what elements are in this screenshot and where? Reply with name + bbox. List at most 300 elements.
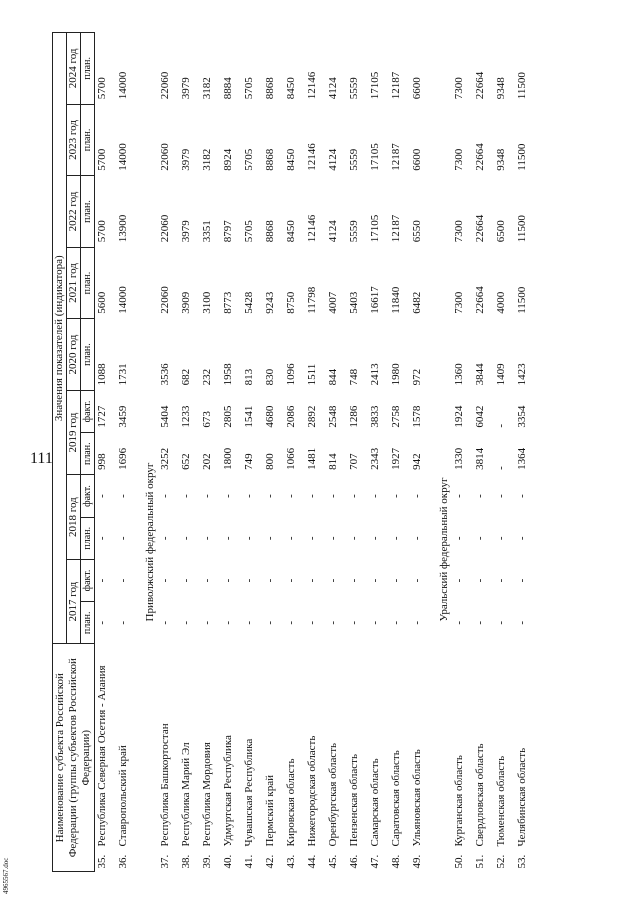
value-cell: 22060 bbox=[159, 71, 171, 100]
value-cell: - bbox=[180, 620, 192, 625]
value-cell: - bbox=[96, 620, 108, 625]
value-cell: 6550 bbox=[411, 220, 423, 243]
value-cell: 11798 bbox=[306, 286, 318, 314]
value-cell: 8450 bbox=[285, 77, 297, 100]
value-cell: 2548 bbox=[327, 405, 339, 428]
region-name: Оренбургская область bbox=[327, 742, 339, 847]
value-cell: - bbox=[453, 578, 465, 583]
value-cell: 3844 bbox=[474, 363, 486, 386]
value-cell: 7300 bbox=[453, 77, 465, 100]
value-cell: - bbox=[201, 536, 213, 541]
region-name: Нижегородская область bbox=[306, 735, 318, 847]
value-cell: - bbox=[243, 536, 255, 541]
value-cell: - bbox=[495, 423, 507, 428]
value-cell: 16617 bbox=[369, 286, 381, 314]
value-cell: 8773 bbox=[222, 291, 234, 314]
value-cell: - bbox=[180, 536, 192, 541]
value-cell: - bbox=[285, 536, 297, 541]
value-cell: 942 bbox=[411, 453, 423, 470]
region-name: Кировская область bbox=[285, 758, 297, 847]
value-cell: - bbox=[243, 578, 255, 583]
table-row bbox=[263, 33, 278, 872]
value-cell: 14000 bbox=[117, 286, 129, 314]
region-cell bbox=[305, 644, 320, 872]
header-plan: план. bbox=[81, 319, 95, 391]
table-row bbox=[368, 33, 383, 872]
value-cell: 22060 bbox=[159, 143, 171, 171]
table-row bbox=[389, 33, 404, 872]
table-row bbox=[158, 33, 173, 872]
table-header bbox=[53, 33, 95, 872]
value-cell: 3536 bbox=[159, 363, 171, 386]
value-cell: 814 bbox=[327, 453, 339, 470]
section-row bbox=[143, 33, 158, 872]
region-name: Республика Мордовия bbox=[201, 742, 213, 847]
value-cell: 4007 bbox=[327, 291, 339, 314]
value-cell: 5404 bbox=[159, 405, 171, 428]
row-number: 37. bbox=[159, 854, 171, 869]
value-cell: 844 bbox=[327, 368, 339, 386]
value-cell: - bbox=[117, 494, 129, 498]
row-number: 44. bbox=[306, 854, 318, 869]
row-number: 47. bbox=[369, 854, 381, 869]
value-cell: 2413 bbox=[369, 363, 381, 386]
table-row bbox=[452, 33, 467, 872]
value-cell: 8884 bbox=[222, 77, 234, 100]
value-cell: - bbox=[96, 578, 108, 583]
table-row bbox=[347, 33, 362, 872]
value-cell: 1360 bbox=[453, 363, 465, 386]
value-cell: 202 bbox=[201, 453, 213, 470]
value-cell: 1731 bbox=[117, 363, 129, 386]
value-cell: 6482 bbox=[411, 291, 423, 314]
value-cell: - bbox=[222, 494, 234, 498]
value-cell: 5705 bbox=[243, 77, 255, 100]
value-cell: 1423 bbox=[516, 363, 528, 386]
value-cell: - bbox=[411, 578, 423, 583]
value-cell: - bbox=[453, 536, 465, 541]
header-year: 2017 год bbox=[67, 559, 81, 644]
section-label: Уральский федеральный округ bbox=[438, 477, 450, 622]
region-name: Пермский край bbox=[264, 775, 276, 847]
value-cell: - bbox=[117, 536, 129, 541]
footer-doc-code: 4965567.doc bbox=[2, 857, 10, 894]
header-year: 2023 год bbox=[67, 104, 81, 176]
value-cell: - bbox=[159, 536, 171, 541]
row-number: 38. bbox=[180, 854, 192, 869]
header-year: 2018 год bbox=[67, 475, 81, 560]
row-number: 36. bbox=[117, 854, 129, 869]
value-cell: 22664 bbox=[474, 286, 486, 314]
value-cell: 3833 bbox=[369, 405, 381, 428]
value-cell: - bbox=[96, 536, 108, 541]
value-cell: 1800 bbox=[222, 447, 234, 470]
region-cell bbox=[473, 644, 488, 872]
value-cell: 1924 bbox=[453, 405, 465, 428]
region-cell bbox=[221, 644, 236, 872]
value-cell: - bbox=[369, 578, 381, 583]
value-cell: 8868 bbox=[264, 77, 276, 100]
value-cell: 749 bbox=[243, 453, 255, 470]
header-year: 2020 год bbox=[67, 319, 81, 391]
value-cell: - bbox=[285, 578, 297, 583]
value-cell: 5559 bbox=[348, 77, 360, 100]
value-cell: 1330 bbox=[453, 447, 465, 470]
section-row bbox=[437, 33, 452, 872]
value-cell: 1727 bbox=[96, 405, 108, 428]
value-cell: 5700 bbox=[96, 220, 108, 243]
region-cell bbox=[326, 644, 341, 872]
value-cell: 998 bbox=[96, 453, 108, 470]
value-cell: - bbox=[201, 620, 213, 625]
value-cell: - bbox=[222, 536, 234, 541]
value-cell: 7300 bbox=[453, 148, 465, 171]
value-cell: - bbox=[495, 578, 507, 583]
value-cell: - bbox=[390, 536, 402, 541]
value-cell: - bbox=[390, 494, 402, 498]
value-cell: - bbox=[369, 620, 381, 625]
table-row bbox=[326, 33, 341, 872]
value-cell: 12146 bbox=[306, 214, 318, 243]
region-name: Пензенская область bbox=[348, 754, 360, 847]
header-name-column: Наименование субъекта Российской Федерации (группы субъектов Российской Федерации) bbox=[53, 644, 95, 872]
value-cell: - bbox=[264, 578, 276, 583]
section-label: Приволжский федеральный округ bbox=[144, 462, 156, 622]
value-cell: 1088 bbox=[96, 363, 108, 386]
value-cell: - bbox=[327, 536, 339, 541]
row-number: 40. bbox=[222, 854, 234, 869]
value-cell: 7300 bbox=[453, 220, 465, 243]
row-number: 50. bbox=[453, 854, 465, 869]
region-cell bbox=[95, 644, 111, 872]
value-cell: - bbox=[306, 620, 318, 625]
value-cell: 2343 bbox=[369, 447, 381, 470]
value-cell: 3252 bbox=[159, 447, 171, 470]
row-number: 39. bbox=[201, 854, 213, 869]
value-cell: 1066 bbox=[285, 447, 297, 470]
value-cell: - bbox=[516, 620, 528, 625]
value-cell: - bbox=[516, 494, 528, 498]
value-cell: 2805 bbox=[222, 405, 234, 428]
region-name: Саратовская область bbox=[390, 750, 402, 847]
value-cell: - bbox=[222, 620, 234, 625]
value-cell: 1286 bbox=[348, 405, 360, 428]
value-cell: - bbox=[516, 536, 528, 541]
header-plan: план. bbox=[81, 247, 95, 319]
row-number: 49. bbox=[411, 854, 423, 869]
value-cell: 1511 bbox=[306, 363, 318, 386]
value-cell: 11840 bbox=[390, 286, 402, 314]
value-cell: - bbox=[264, 620, 276, 625]
value-cell: - bbox=[264, 536, 276, 541]
row-number: 42. bbox=[264, 854, 276, 869]
value-cell: 3979 bbox=[180, 148, 192, 171]
value-cell: 14000 bbox=[117, 143, 129, 171]
value-cell: - bbox=[348, 620, 360, 625]
value-cell: 17105 bbox=[369, 71, 381, 100]
value-cell: 1096 bbox=[285, 363, 297, 386]
value-cell: 2086 bbox=[285, 405, 297, 428]
value-cell: - bbox=[327, 578, 339, 583]
region-cell bbox=[515, 644, 530, 872]
value-cell: 652 bbox=[180, 453, 192, 470]
value-cell: - bbox=[117, 620, 129, 625]
value-cell: 3979 bbox=[180, 220, 192, 243]
value-cell: - bbox=[348, 536, 360, 541]
header-plan: план. bbox=[81, 602, 95, 644]
value-cell: 8797 bbox=[222, 220, 234, 243]
value-cell: 11500 bbox=[516, 286, 528, 314]
value-cell: 800 bbox=[264, 453, 276, 470]
indicator-table bbox=[52, 32, 536, 872]
region-cell bbox=[284, 644, 299, 872]
header-year: 2021 год bbox=[67, 247, 81, 319]
value-cell: 5600 bbox=[96, 291, 108, 314]
value-cell: 8750 bbox=[285, 291, 297, 314]
value-cell: 3354 bbox=[516, 405, 528, 428]
value-cell: 5700 bbox=[96, 77, 108, 100]
value-cell: 17105 bbox=[369, 214, 381, 243]
value-cell: - bbox=[390, 578, 402, 583]
value-cell: - bbox=[390, 620, 402, 625]
table-row bbox=[305, 33, 320, 872]
row-number: 52. bbox=[495, 854, 507, 869]
value-cell: 11500 bbox=[516, 143, 528, 171]
header-fact: факт. bbox=[81, 559, 95, 601]
row-number: 41. bbox=[243, 854, 255, 869]
value-cell: - bbox=[411, 536, 423, 541]
value-cell: 1958 bbox=[222, 363, 234, 386]
region-name: Чувашская Республика bbox=[243, 738, 255, 847]
value-cell: 17105 bbox=[369, 143, 381, 171]
value-cell: - bbox=[495, 620, 507, 625]
value-cell: - bbox=[411, 620, 423, 625]
region-cell bbox=[179, 644, 194, 872]
value-cell: 4124 bbox=[327, 220, 339, 243]
value-cell: 9348 bbox=[495, 148, 507, 171]
value-cell: 12187 bbox=[390, 71, 402, 100]
value-cell: - bbox=[222, 578, 234, 583]
region-name: Тюменская область bbox=[495, 755, 507, 847]
region-name: Ульяновская область bbox=[411, 749, 423, 847]
value-cell: 682 bbox=[180, 368, 192, 386]
value-cell: - bbox=[306, 578, 318, 583]
table-row bbox=[221, 33, 236, 872]
value-cell: 8450 bbox=[285, 148, 297, 171]
value-cell: - bbox=[474, 536, 486, 541]
value-cell: 1541 bbox=[243, 405, 255, 428]
region-name: Самарская область bbox=[369, 758, 381, 847]
value-cell: - bbox=[495, 466, 507, 470]
value-cell: 1696 bbox=[117, 447, 129, 470]
value-cell: - bbox=[96, 494, 108, 498]
value-cell: 2758 bbox=[390, 405, 402, 428]
value-cell: 13900 bbox=[117, 214, 129, 243]
region-name: Курганская область bbox=[453, 755, 465, 847]
value-cell: 8868 bbox=[264, 220, 276, 243]
region-cell bbox=[494, 644, 509, 872]
value-cell: 3909 bbox=[180, 291, 192, 314]
value-cell: - bbox=[117, 578, 129, 583]
value-cell: 12146 bbox=[306, 143, 318, 171]
table-row bbox=[284, 33, 299, 872]
spacer-cell bbox=[530, 33, 536, 872]
row-number: 45. bbox=[327, 854, 339, 869]
value-cell: 6600 bbox=[411, 148, 423, 171]
value-cell: - bbox=[306, 536, 318, 541]
table-body bbox=[95, 33, 537, 872]
value-cell: 813 bbox=[243, 368, 255, 386]
value-cell: 1578 bbox=[411, 405, 423, 428]
value-cell: - bbox=[243, 620, 255, 625]
value-cell: - bbox=[369, 536, 381, 541]
region-cell bbox=[452, 644, 467, 872]
value-cell: - bbox=[159, 494, 171, 498]
table-row bbox=[494, 33, 509, 872]
value-cell: 22664 bbox=[474, 143, 486, 171]
value-cell: - bbox=[411, 494, 423, 498]
value-cell: - bbox=[285, 620, 297, 625]
value-cell: 3979 bbox=[180, 77, 192, 100]
value-cell: - bbox=[495, 536, 507, 541]
value-cell: 830 bbox=[264, 368, 276, 386]
value-cell: 748 bbox=[348, 368, 360, 386]
row-number: 46. bbox=[348, 854, 360, 869]
value-cell: 5428 bbox=[243, 291, 255, 314]
value-cell: 22060 bbox=[159, 214, 171, 243]
region-name: Удмуртская Республика bbox=[222, 735, 234, 847]
value-cell: 3459 bbox=[117, 405, 129, 428]
value-cell: - bbox=[180, 578, 192, 583]
region-cell bbox=[347, 644, 362, 872]
region-cell bbox=[368, 644, 383, 872]
region-cell bbox=[410, 644, 425, 872]
value-cell: - bbox=[327, 620, 339, 625]
value-cell: - bbox=[348, 578, 360, 583]
value-cell: 5559 bbox=[348, 148, 360, 171]
value-cell: - bbox=[453, 494, 465, 498]
value-cell: 12146 bbox=[306, 71, 318, 100]
table-row bbox=[515, 33, 530, 872]
region-cell bbox=[242, 644, 257, 872]
value-cell: - bbox=[201, 494, 213, 498]
value-cell: 3100 bbox=[201, 291, 213, 314]
value-cell: - bbox=[348, 494, 360, 498]
value-cell: 3182 bbox=[201, 148, 213, 171]
value-cell: - bbox=[159, 578, 171, 583]
value-cell: 11500 bbox=[516, 215, 528, 243]
value-cell: 1927 bbox=[390, 447, 402, 470]
value-cell: 8450 bbox=[285, 220, 297, 243]
value-cell: 5559 bbox=[348, 220, 360, 243]
value-cell: - bbox=[369, 494, 381, 498]
value-cell: - bbox=[474, 494, 486, 498]
header-fact: факт. bbox=[81, 475, 95, 517]
header-plan: план. bbox=[81, 33, 95, 105]
value-cell: 3814 bbox=[474, 447, 486, 470]
value-cell: 4124 bbox=[327, 77, 339, 100]
table-row bbox=[116, 33, 131, 872]
value-cell: 3182 bbox=[201, 77, 213, 100]
value-cell: 11500 bbox=[516, 72, 528, 100]
value-cell: 707 bbox=[348, 453, 360, 470]
value-cell: 9348 bbox=[495, 77, 507, 100]
value-cell: - bbox=[495, 494, 507, 498]
value-cell: 4000 bbox=[495, 291, 507, 314]
region-name: Республика Башкортостан bbox=[159, 723, 171, 847]
region-name: Республика Марий Эл bbox=[180, 742, 192, 847]
table-row bbox=[410, 33, 425, 872]
value-cell: 4124 bbox=[327, 148, 339, 171]
value-cell: 14000 bbox=[117, 71, 129, 100]
value-cell: 4680 bbox=[264, 405, 276, 428]
value-cell: 8924 bbox=[222, 148, 234, 171]
header-plan: план. bbox=[81, 517, 95, 559]
header-year: 2019 год bbox=[67, 390, 81, 475]
value-cell: 22664 bbox=[474, 71, 486, 100]
row-number: 48. bbox=[390, 854, 402, 869]
value-cell: 5700 bbox=[96, 148, 108, 171]
page-number: 111 bbox=[30, 450, 53, 467]
table-row bbox=[179, 33, 194, 872]
value-cell: - bbox=[285, 494, 297, 498]
value-cell: 6600 bbox=[411, 77, 423, 100]
value-cell: 22664 bbox=[474, 214, 486, 243]
value-cell: 12187 bbox=[390, 214, 402, 243]
value-cell: - bbox=[159, 620, 171, 625]
value-cell: 2892 bbox=[306, 405, 318, 428]
value-cell: 1409 bbox=[495, 363, 507, 386]
value-cell: 5705 bbox=[243, 220, 255, 243]
value-cell: - bbox=[516, 578, 528, 583]
table-row bbox=[473, 33, 488, 872]
row-number: 43. bbox=[285, 854, 297, 869]
header-group-title: Значения показателей (индикатора) bbox=[53, 33, 67, 644]
region-cell bbox=[158, 644, 173, 872]
header-plan: план. bbox=[81, 104, 95, 176]
value-cell: 6500 bbox=[495, 220, 507, 243]
header-plan: план. bbox=[81, 176, 95, 248]
value-cell: - bbox=[474, 620, 486, 625]
region-cell bbox=[389, 644, 404, 872]
value-cell: - bbox=[306, 494, 318, 498]
value-cell: - bbox=[453, 620, 465, 625]
table-row bbox=[95, 33, 111, 872]
region-name: Республика Северная Осетия - Алания bbox=[96, 665, 108, 847]
value-cell: 1980 bbox=[390, 363, 402, 386]
value-cell: 8868 bbox=[264, 148, 276, 171]
region-cell bbox=[200, 644, 215, 872]
value-cell: - bbox=[201, 578, 213, 583]
value-cell: 12187 bbox=[390, 143, 402, 171]
value-cell: 5705 bbox=[243, 148, 255, 171]
value-cell: 1233 bbox=[180, 405, 192, 428]
value-cell: 6042 bbox=[474, 405, 486, 428]
value-cell: - bbox=[264, 494, 276, 498]
value-cell: 5403 bbox=[348, 291, 360, 314]
spacer-row bbox=[530, 33, 536, 872]
value-cell: 22060 bbox=[159, 286, 171, 314]
region-cell bbox=[116, 644, 131, 872]
value-cell: 3351 bbox=[201, 220, 213, 243]
value-cell: - bbox=[327, 494, 339, 498]
value-cell: 7300 bbox=[453, 291, 465, 314]
header-plan: план. bbox=[81, 433, 95, 475]
region-cell bbox=[263, 644, 278, 872]
value-cell: 9243 bbox=[264, 291, 276, 314]
value-cell: - bbox=[180, 494, 192, 498]
table-row bbox=[242, 33, 257, 872]
